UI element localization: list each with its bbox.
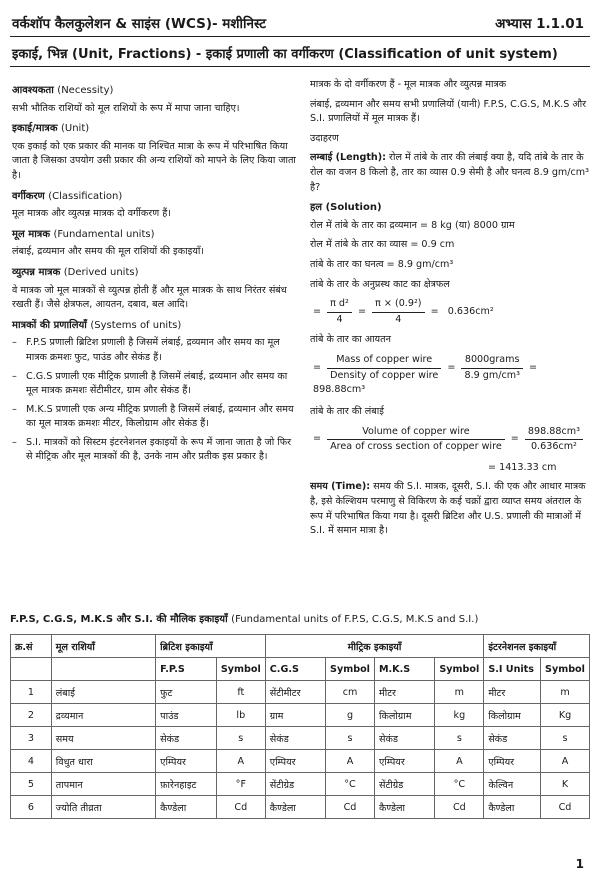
unit-text: एक इकाई को एक प्रकार की मानक या निश्चित मात्रा के रूप में परिभाषित किया जाता है जिसका उपयोग उसी प्रकार की अन्य राशियों को मापने के लिए किया जाता है। — [12, 140, 296, 181]
table-cell: A — [326, 750, 375, 773]
table-cell: kg — [435, 704, 484, 727]
left-column — [12, 78, 297, 469]
table-cell: cm — [326, 681, 375, 704]
unit-heading: इकाई/मात्रक (Unit) — [12, 123, 90, 135]
fundamental-text: लंबाई, द्रव्यमान और समय की मूल राशियों की इकाइयाँ। — [12, 246, 205, 258]
symbol-header: Symbol — [326, 658, 375, 681]
table-cell: कैण्डेला — [265, 796, 325, 819]
table-cell: m — [435, 681, 484, 704]
cgs-header: C.G.S — [265, 658, 325, 681]
table-row — [11, 727, 590, 750]
table-row — [11, 681, 590, 704]
solution-heading: हल (Solution) — [310, 202, 382, 214]
table-cell: कैण्डेला — [484, 796, 541, 819]
table-cell: पाउंड — [156, 704, 217, 727]
table-cell: एम्पियर — [484, 750, 541, 773]
table-cell: Cd — [216, 796, 265, 819]
list-item: – S.I. मात्रकों को सिस्टम इंटरनेशनल इकाइयों के रूप में जाना जाता है जो फिर से मीट्रिक और मूल मात्रकों की है, उनके नाम और प्रतीक इस प्रकार है। — [12, 436, 297, 465]
systems-heading: मात्रकों की प्रणालियाँ (Systems of units) — [12, 319, 182, 331]
length-question: लम्बाई (Length): रोल में तांबे के तार की लंबाई क्या है, यदि तांबे के तार के रोल का वजन 8 किलो है, तार का व्यास 0.9 सेमी है और घनत्व 8.9 gm/cm³ है? — [310, 152, 589, 193]
table-cell: तापमान — [51, 773, 155, 796]
table-cell: s — [541, 727, 590, 750]
table-cell: s — [435, 727, 484, 750]
list-item: – M.K.S प्रणाली एक अन्य मीट्रिक प्रणाली है जिसमें लंबाई, द्रव्यमान और समय का मूल मात्रक क्रमशः मीटर, किलोग्राम और सेकंड हैं। — [12, 403, 297, 432]
volume-result: 898.88cm³ — [313, 384, 366, 396]
header-divider — [10, 36, 590, 37]
table-cell: एम्पियर — [156, 750, 217, 773]
table-cell: किलोग्राम — [484, 704, 541, 727]
table-cell: s — [216, 727, 265, 750]
table-cell: किलोग्राम — [374, 704, 434, 727]
header-title: वर्कशॉप कैलकुलेशन & साइंस (WCS)- मशीनिस्ट — [12, 16, 267, 32]
list-item: – F.P.S प्रणाली ब्रिटिश प्रणाली है जिसमें लंबाई, द्रव्यमान और समय का मूल मात्रक क्रमशः फुट, पाउंड और सेकंड हैं। — [12, 336, 297, 365]
table-cell: Cd — [326, 796, 375, 819]
british-header: ब्रिटिश इकाइयाँ — [156, 635, 266, 658]
table-cell: ft — [216, 681, 265, 704]
metric-header: मीट्रिक इकाइयाँ — [265, 635, 484, 658]
time-text: समय (Time): समय की S.I. मात्रक, दूसरी, S.I. की एक और आधार मात्रक है, इसे केल्शियम परमाणु से विकिरण के कई चक्रों द्वारा व्याप्त समय अंतराल के रूप में परिभाषित किया गया है। दूसरी ब्रिटिश और U.S. प्रणाली की मात्राओं में S.I. में समान मात्रा है। — [310, 481, 586, 537]
si-header: S.I Units — [484, 658, 541, 681]
table-cell: K — [541, 773, 590, 796]
table-cell: फ़ारेनहाइट — [156, 773, 217, 796]
necessity-text: सभी भौतिक राशियों को मूल राशियों के रूप में मापा जाना चाहिए। — [12, 102, 240, 114]
length-label: तांबे के तार की लंबाई — [310, 405, 384, 417]
table-row — [11, 750, 590, 773]
table-cell: °F — [216, 773, 265, 796]
table-cell: °C — [435, 773, 484, 796]
table-cell: 1 — [11, 681, 52, 704]
table-cell: g — [326, 704, 375, 727]
table-subheader-row — [11, 658, 590, 681]
table-cell: सेंटीमीटर — [265, 681, 325, 704]
table-cell: s — [326, 727, 375, 750]
systems-list — [12, 336, 297, 465]
table-cell: A — [541, 750, 590, 773]
table-cell: केल्विन — [484, 773, 541, 796]
table-row — [11, 796, 590, 819]
fps-header: F.P.S — [156, 658, 217, 681]
table-cell: कैण्डेला — [374, 796, 434, 819]
international-header: इंटरनेशनल इकाइयाँ — [484, 635, 590, 658]
table-cell: m — [541, 681, 590, 704]
fundamental-heading: मूल मात्रक (Fundamental units) — [12, 228, 155, 240]
table-cell: सेकंड — [156, 727, 217, 750]
table-cell: 3 — [11, 727, 52, 750]
table-cell: फुट — [156, 681, 217, 704]
table-cell: मीटर — [484, 681, 541, 704]
table-row — [11, 704, 590, 727]
table-cell: सेकंड — [484, 727, 541, 750]
subtitle-divider — [10, 66, 590, 67]
table-cell: लंबाई — [51, 681, 155, 704]
right-column — [310, 78, 595, 544]
intro-text-2: लंबाई, द्रव्यमान और समय सभी प्रणालियों (यानी) F.P.S, C.G.S, M.K.S और S.I. प्रणालियों में मूल मात्रक हैं। — [310, 98, 587, 125]
table-cell: A — [435, 750, 484, 773]
area-result: 0.636cm² — [447, 305, 494, 317]
page-subtitle: इकाई, भिन्न (Unit, Fractions) - इकाई प्रणाली का वर्गीकरण (Classification of unit system) — [12, 47, 558, 62]
length-result: = 1413.33 cm — [488, 461, 557, 473]
list-item: – C.G.S प्रणाली एक मीट्रिक प्रणाली है जिसमें लंबाई, द्रव्यमान और समय का मूल मात्रक क्रमशः सेंटीमीटर, ग्राम और सेकंड हैं। — [12, 370, 297, 399]
table-cell: 2 — [11, 704, 52, 727]
classification-text: मूल मात्रक और व्युत्पन्न मात्रक दो वर्गीकरण हैं। — [12, 208, 171, 220]
table-cell: 6 — [11, 796, 52, 819]
density-line: तांबे के तार का घनत्व = 8.9 gm/cm³ — [310, 258, 454, 270]
table-cell: द्रव्यमान — [51, 704, 155, 727]
necessity-heading: आवश्यकता (Necessity) — [12, 85, 114, 96]
table-cell: सेंटीग्रेड — [265, 773, 325, 796]
table-header-row — [11, 635, 590, 658]
symbol-header: Symbol — [216, 658, 265, 681]
table-title: F.P.S, C.G.S, M.K.S और S.I. की मौलिक इकाइयाँ (Fundamental units of F.P.S, C.G.S, M.K.S and S.I.) — [10, 614, 479, 625]
quantity-header: मूल राशियाँ — [51, 635, 155, 658]
derived-heading: व्युत्पन्न मात्रक (Derived units) — [12, 266, 139, 278]
table-cell: सेंटीग्रेड — [374, 773, 434, 796]
table-cell: ज्योति तीव्रता — [51, 796, 155, 819]
page-number: 1 — [575, 857, 584, 871]
length-formula: = $\frac{\text{Volume of copper wire}}{\text{Area of cross section of copper wire}}$ = $\frac{\text{898.88cm³}}{\text{0.636cm²}}$ — [310, 425, 595, 455]
table-cell: विधुत धारा — [51, 750, 155, 773]
mks-header: M.K.S — [374, 658, 434, 681]
table-cell: 5 — [11, 773, 52, 796]
diameter-line: रोल में तांबे के तार का व्यास = 0.9 cm — [310, 239, 455, 251]
table-cell: सेकंड — [265, 727, 325, 750]
table-cell: Kg — [541, 704, 590, 727]
units-table-body — [11, 681, 590, 819]
table-cell: A — [216, 750, 265, 773]
area-formula: = $\frac{\text{π d²}}{4}$ = $\frac{\text{π × (0.9²)}}{4}$ = 0.636cm² — [313, 298, 494, 325]
derived-text: वे मात्रक जो मूल मात्रकों से व्युत्पन्न होती हैं और मूल मात्रक के साथ निरंतर संबंध रखती हैं। जैसे क्षेत्रफल, आयतन, दबाव, बल आदि। — [12, 284, 287, 311]
table-cell: ग्राम — [265, 704, 325, 727]
table-cell: एम्पियर — [265, 750, 325, 773]
volume-label: तांबे के तार का आयतन — [310, 334, 391, 346]
table-cell: 4 — [11, 750, 52, 773]
table-cell: Cd — [435, 796, 484, 819]
table-cell: मीटर — [374, 681, 434, 704]
table-cell: lb — [216, 704, 265, 727]
table-cell: Cd — [541, 796, 590, 819]
table-cell: समय — [51, 727, 155, 750]
exercise-number: अभ्यास 1.1.01 — [495, 16, 584, 32]
table-row — [11, 773, 590, 796]
intro-text-1: मात्रक के दो वर्गीकरण हैं - मूल मात्रक और व्युत्पन्न मात्रक — [310, 79, 507, 90]
mass-line: रोल में तांबे के तार का द्रव्यमान = 8 kg (या) 8000 ग्राम — [310, 219, 515, 231]
volume-formula: = $\frac{\text{Mass of copper wire}}{\text{Density of copper wire}}$ = $\frac{\text{8000grams}}{\text{8.9 gm/cm³}}$ = 898.88cm³ — [310, 353, 595, 399]
sno-header: क्र.सं — [11, 635, 52, 658]
area-label: तांबे के तार के अनुप्रस्थ काट का क्षेत्रफल — [310, 278, 450, 290]
table-cell: कैण्डेला — [156, 796, 217, 819]
symbol-header: Symbol — [541, 658, 590, 681]
table-cell: °C — [326, 773, 375, 796]
example-label: उदाहरण — [310, 132, 339, 144]
classification-heading: वर्गीकरण (Classification) — [12, 190, 123, 202]
table-cell: एम्पियर — [374, 750, 434, 773]
table-cell: सेकंड — [374, 727, 434, 750]
units-table — [10, 634, 590, 819]
symbol-header: Symbol — [435, 658, 484, 681]
